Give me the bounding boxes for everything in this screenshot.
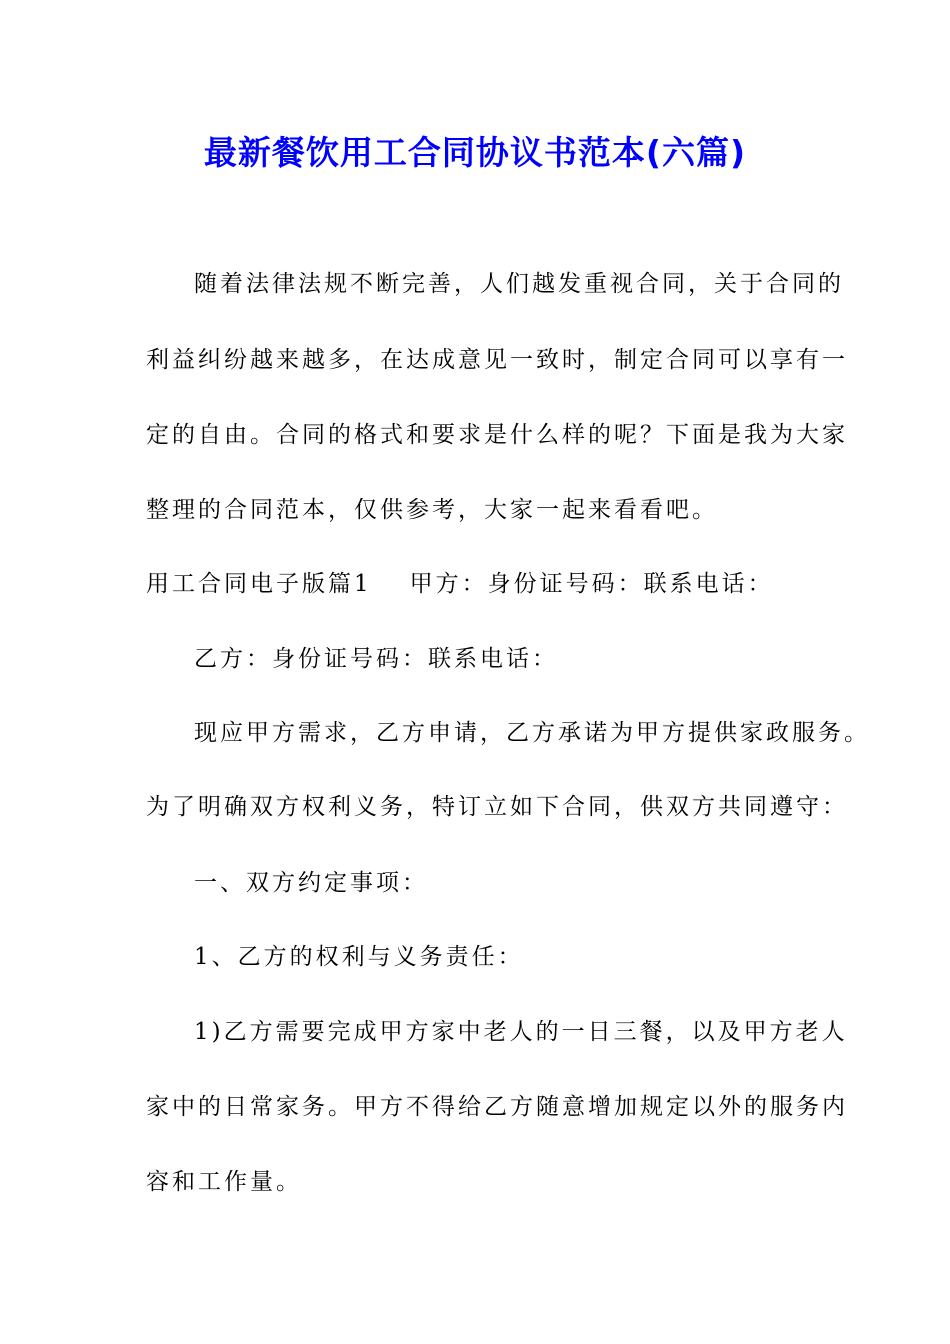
- party-b-line: 乙方：身份证号码：联系电话：: [194, 646, 558, 672]
- body-line-7: 容和工作量。: [146, 1169, 302, 1195]
- clause-heading-1: 一、双方约定事项：: [194, 870, 428, 896]
- body-line-6: 家中的日常家务。甲方不得给乙方随意增加规定以外的服务内: [146, 1094, 848, 1120]
- section-heading: 用工合同电子版篇1: [146, 571, 372, 597]
- intro-line-2: 利益纠纷越来越多，在达成意见一致时，制定合同可以享有一: [146, 347, 848, 373]
- body-line-5: 1)乙方需要完成甲方家中老人的一日三餐，以及甲方老人: [194, 1019, 848, 1045]
- clause-subheading-1: 1、乙方的权利与义务责任：: [194, 944, 524, 970]
- intro-line-3: 定的自由。合同的格式和要求是什么样的呢？下面是我为大家: [146, 422, 848, 448]
- intro-line-4: 整理的合同范本，仅供参考，大家一起来看看吧。: [146, 497, 718, 523]
- intro-line-1: 随着法律法规不断完善，人们越发重视合同，关于合同的: [194, 271, 844, 297]
- document-title: 最新餐饮用工合同协议书范本(六篇): [203, 133, 747, 172]
- party-a-line: 甲方：身份证号码：联系电话：: [409, 571, 774, 597]
- body-line-2: 为了明确双方权利义务，特订立如下合同，供双方共同遵守：: [146, 794, 848, 820]
- body-line-1: 现应甲方需求，乙方申请，乙方承诺为甲方提供家政服务。: [194, 720, 870, 746]
- section-heading-row: [146, 567, 774, 601]
